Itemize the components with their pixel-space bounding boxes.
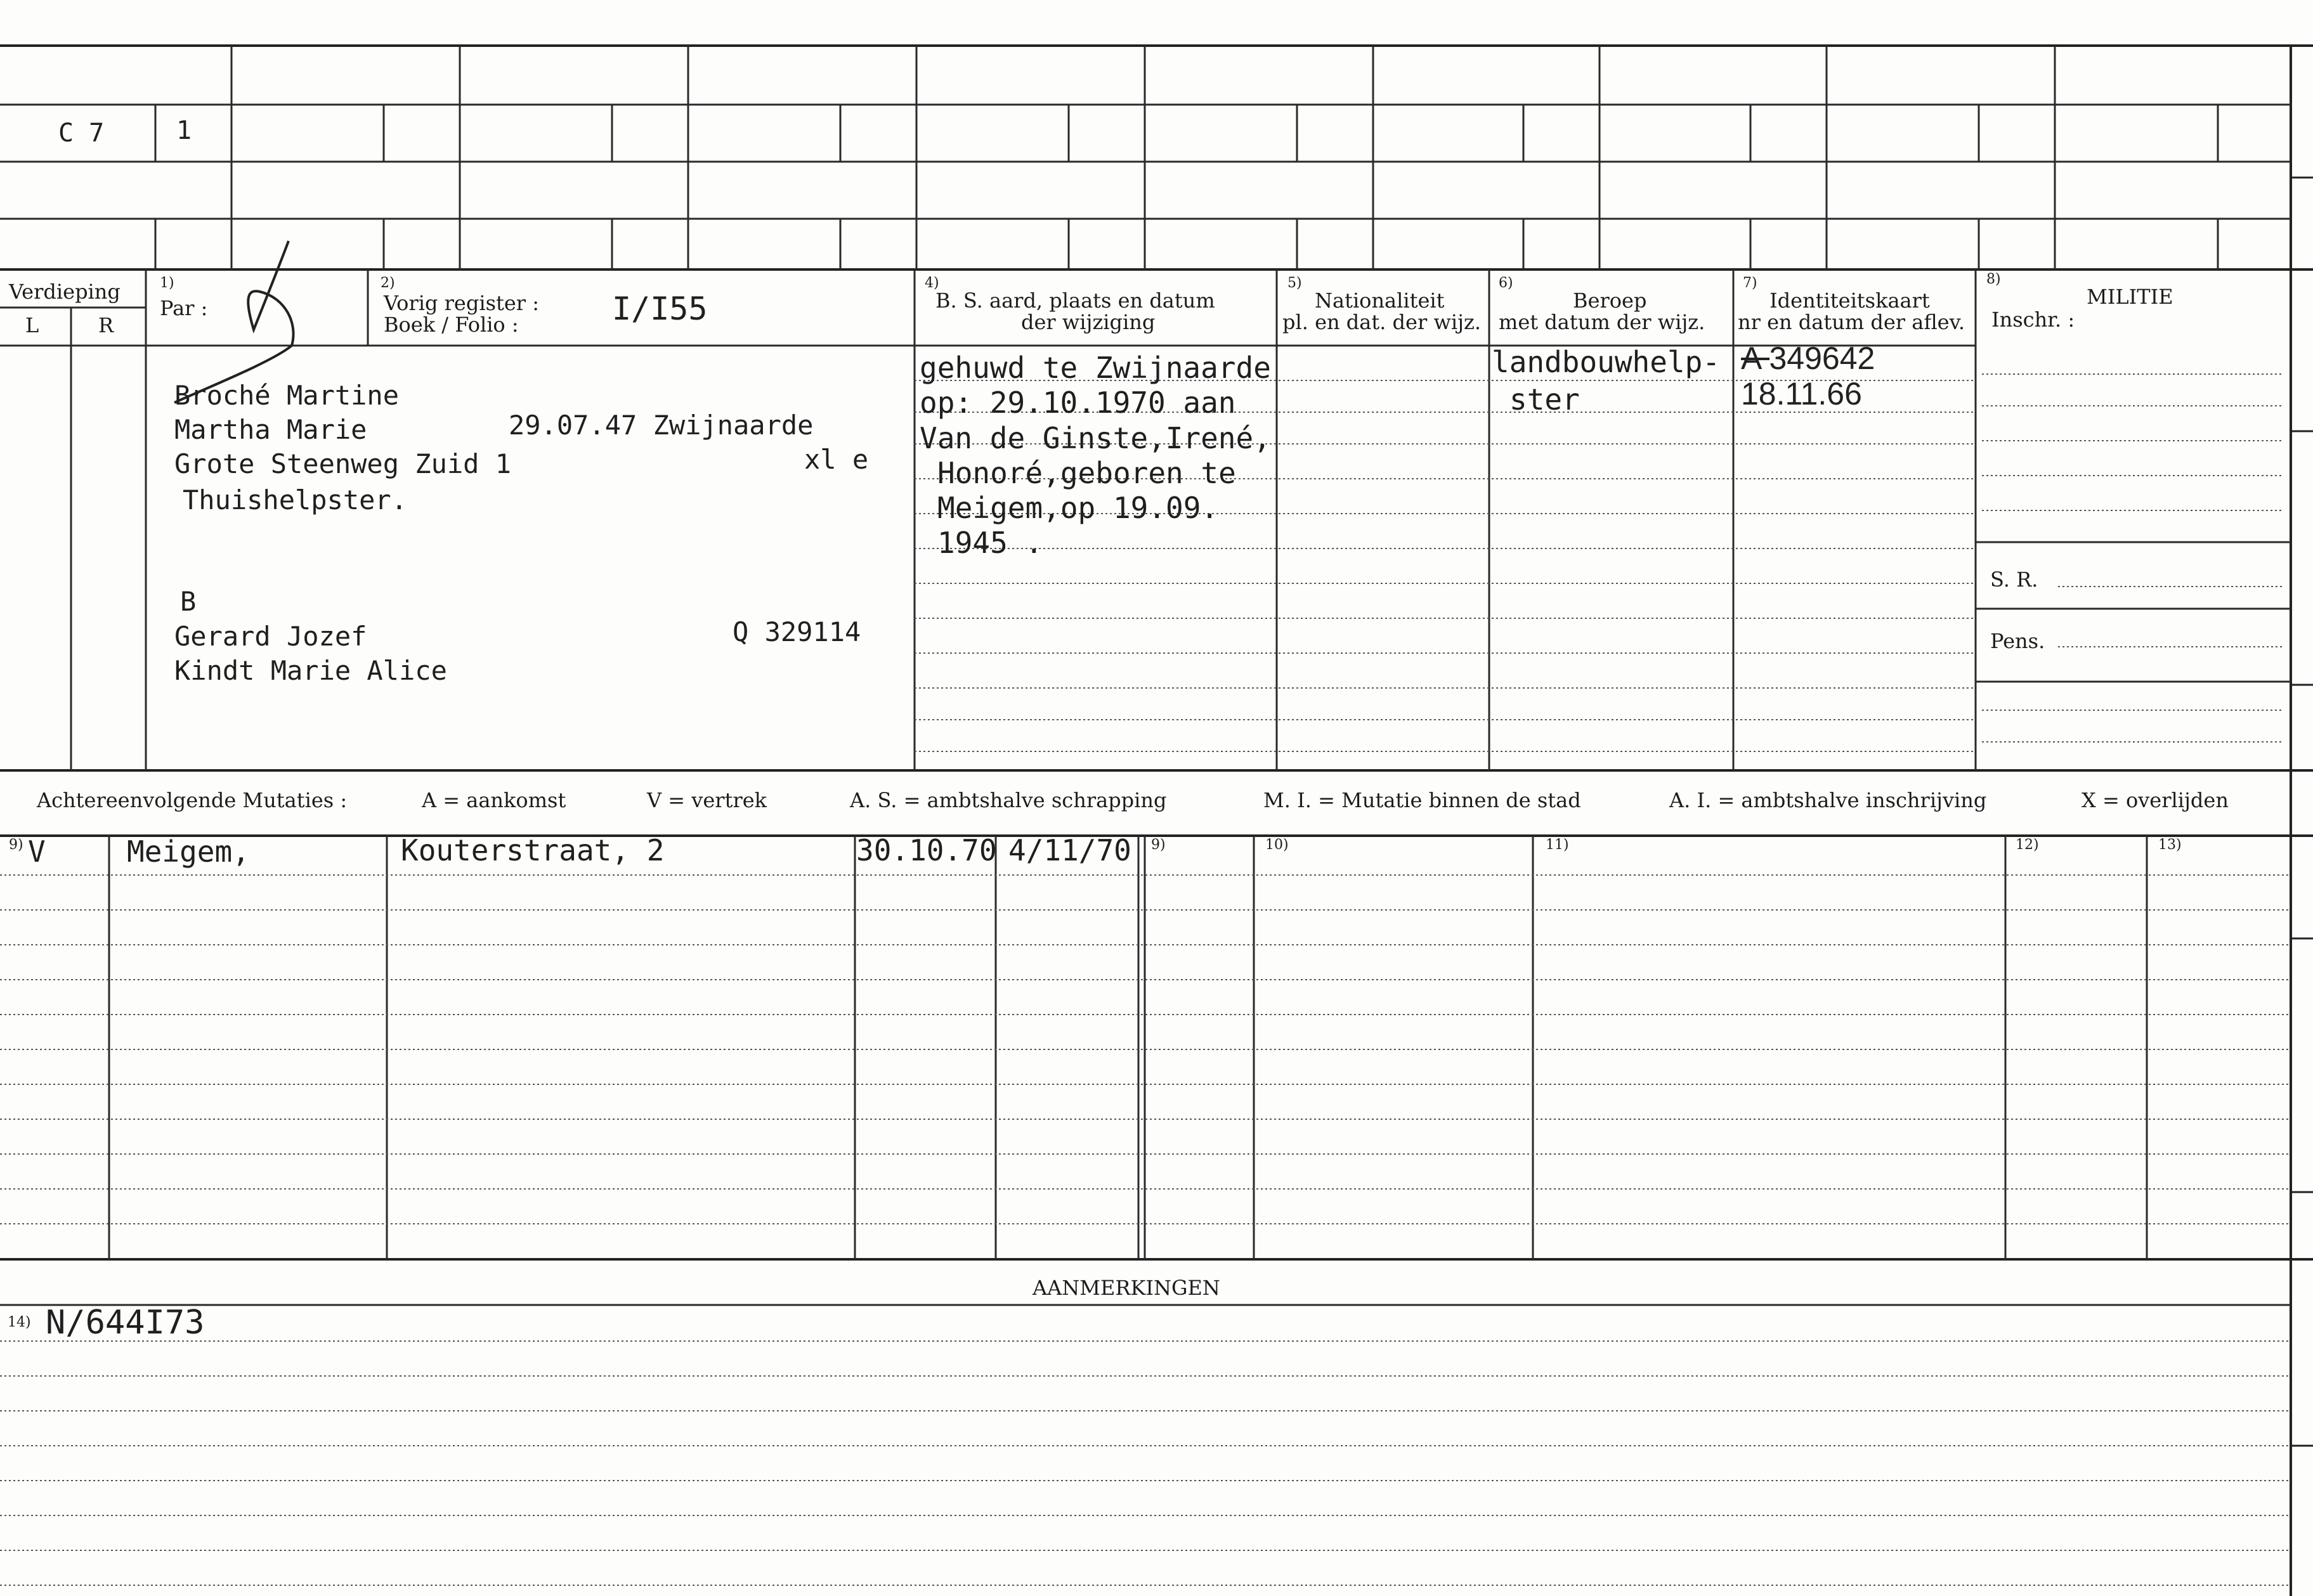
field-number-1: 1) (160, 275, 174, 291)
mutation-place: Meigem, (127, 834, 250, 869)
mutation-type: V (28, 834, 46, 869)
card-number: 1 (176, 116, 192, 145)
bs-line-3: Van de Ginste,Irené, (920, 421, 1271, 455)
mutatie-legend-aankomst: A = aankomst (422, 788, 566, 812)
person-address: Grote Steenweg Zuid 1 (174, 448, 512, 479)
vorig-register-value: I/I55 (612, 290, 708, 327)
aanmerkingen-title: AANMERKINGEN (1033, 1276, 1220, 1300)
bs-label-line1: B. S. aard, plaats en datum (935, 289, 1215, 313)
bs-line-6: 1945 . (937, 526, 1043, 560)
par-signature-mark (174, 241, 294, 403)
person-name: Broché Martine (174, 380, 400, 411)
field-number-2: 2) (381, 275, 395, 291)
boek-folio-label: Boek / Folio : (384, 313, 519, 337)
field-number-5: 5) (1287, 275, 1302, 291)
par-label: Par : (160, 296, 208, 320)
nationaliteit-label: Nationaliteit (1315, 289, 1445, 313)
field-number-9b: 9) (1151, 837, 1166, 853)
left-label: L (25, 313, 39, 337)
aanmerkingen-value: N/644I73 (46, 1304, 205, 1342)
card-code: C 7 (58, 119, 105, 148)
mutation-date-1: 30.10.70 (856, 833, 997, 867)
mutation-street: Kouterstraat, 2 (401, 833, 665, 867)
field-number-12: 12) (2016, 837, 2039, 853)
bs-line-1: gehuwd te Zwijnaarde (920, 351, 1271, 385)
person-occupation: Thuishelpster. (183, 484, 408, 516)
bs-label-line2: der wijziging (1021, 310, 1156, 334)
verdieping-label: Verdieping (9, 280, 121, 304)
beroep-line-2: ster (1509, 382, 1580, 417)
field-number-14: 14) (8, 1314, 31, 1330)
field-number-6: 6) (1499, 275, 1513, 291)
parents-marker: B (180, 586, 197, 617)
right-label: R (98, 313, 114, 337)
father-name: Gerard Jozef (174, 621, 367, 652)
mutatie-legend-overlijden: X = overlijden (2082, 788, 2229, 812)
inschr-label: Inschr. : (1991, 308, 2075, 332)
bs-line-4: Honoré,geboren te (937, 456, 1236, 490)
field-number-10: 10) (1265, 837, 1289, 853)
identiteitskaart-label: Identiteitskaart (1769, 289, 1930, 313)
identity-card-number: A 349642 (1741, 341, 1875, 376)
person-marker: xl e (804, 444, 869, 475)
militie-label: MILITIE (2087, 285, 2173, 309)
nationaliteit-sublabel: pl. en dat. der wijz. (1282, 310, 1482, 334)
pens-label: Pens. (1990, 629, 2045, 653)
mutatie-legend-schrapping: A. S. = ambtshalve schrapping (850, 788, 1167, 812)
mutation-date-2: 4/11/70 (1008, 833, 1131, 867)
field-number-7: 7) (1743, 275, 1757, 291)
sr-label: S. R. (1990, 568, 2038, 592)
field-number-8: 8) (1986, 271, 2001, 287)
mutaties-title: Achtereenvolgende Mutaties : (37, 788, 348, 812)
field-number-13: 13) (2158, 837, 2182, 853)
field-number-4: 4) (925, 275, 939, 291)
mutatie-legend-vertrek: V = vertrek (647, 788, 767, 812)
field-number-9: 9) (9, 837, 23, 853)
beroep-sublabel: met datum der wijz. (1499, 310, 1705, 334)
bs-line-2: op: 29.10.1970 aan (920, 386, 1236, 420)
vorig-register-label: Vorig register : (384, 291, 540, 315)
mutatie-legend-inschrijving: A. I. = ambtshalve inschrijving (1669, 788, 1987, 812)
person-birth: 29.07.47 Zwijnaarde (509, 410, 814, 441)
field-number-11: 11) (1546, 837, 1569, 853)
mother-name: Kindt Marie Alice (174, 655, 447, 686)
person-given-names: Martha Marie (174, 414, 367, 445)
father-id-code: Q 329114 (733, 616, 861, 647)
bs-line-5: Meigem,op 19.09. (937, 491, 1219, 525)
identity-card-date: 18.11.66 (1741, 376, 1862, 412)
beroep-line-1: landbouwhelp- (1492, 345, 1721, 379)
identiteitskaart-sublabel: nr en datum der aflev. (1738, 310, 1965, 334)
mutatie-legend-binnen-stad: M. I. = Mutatie binnen de stad (1263, 788, 1581, 812)
beroep-label: Beroep (1573, 289, 1647, 313)
